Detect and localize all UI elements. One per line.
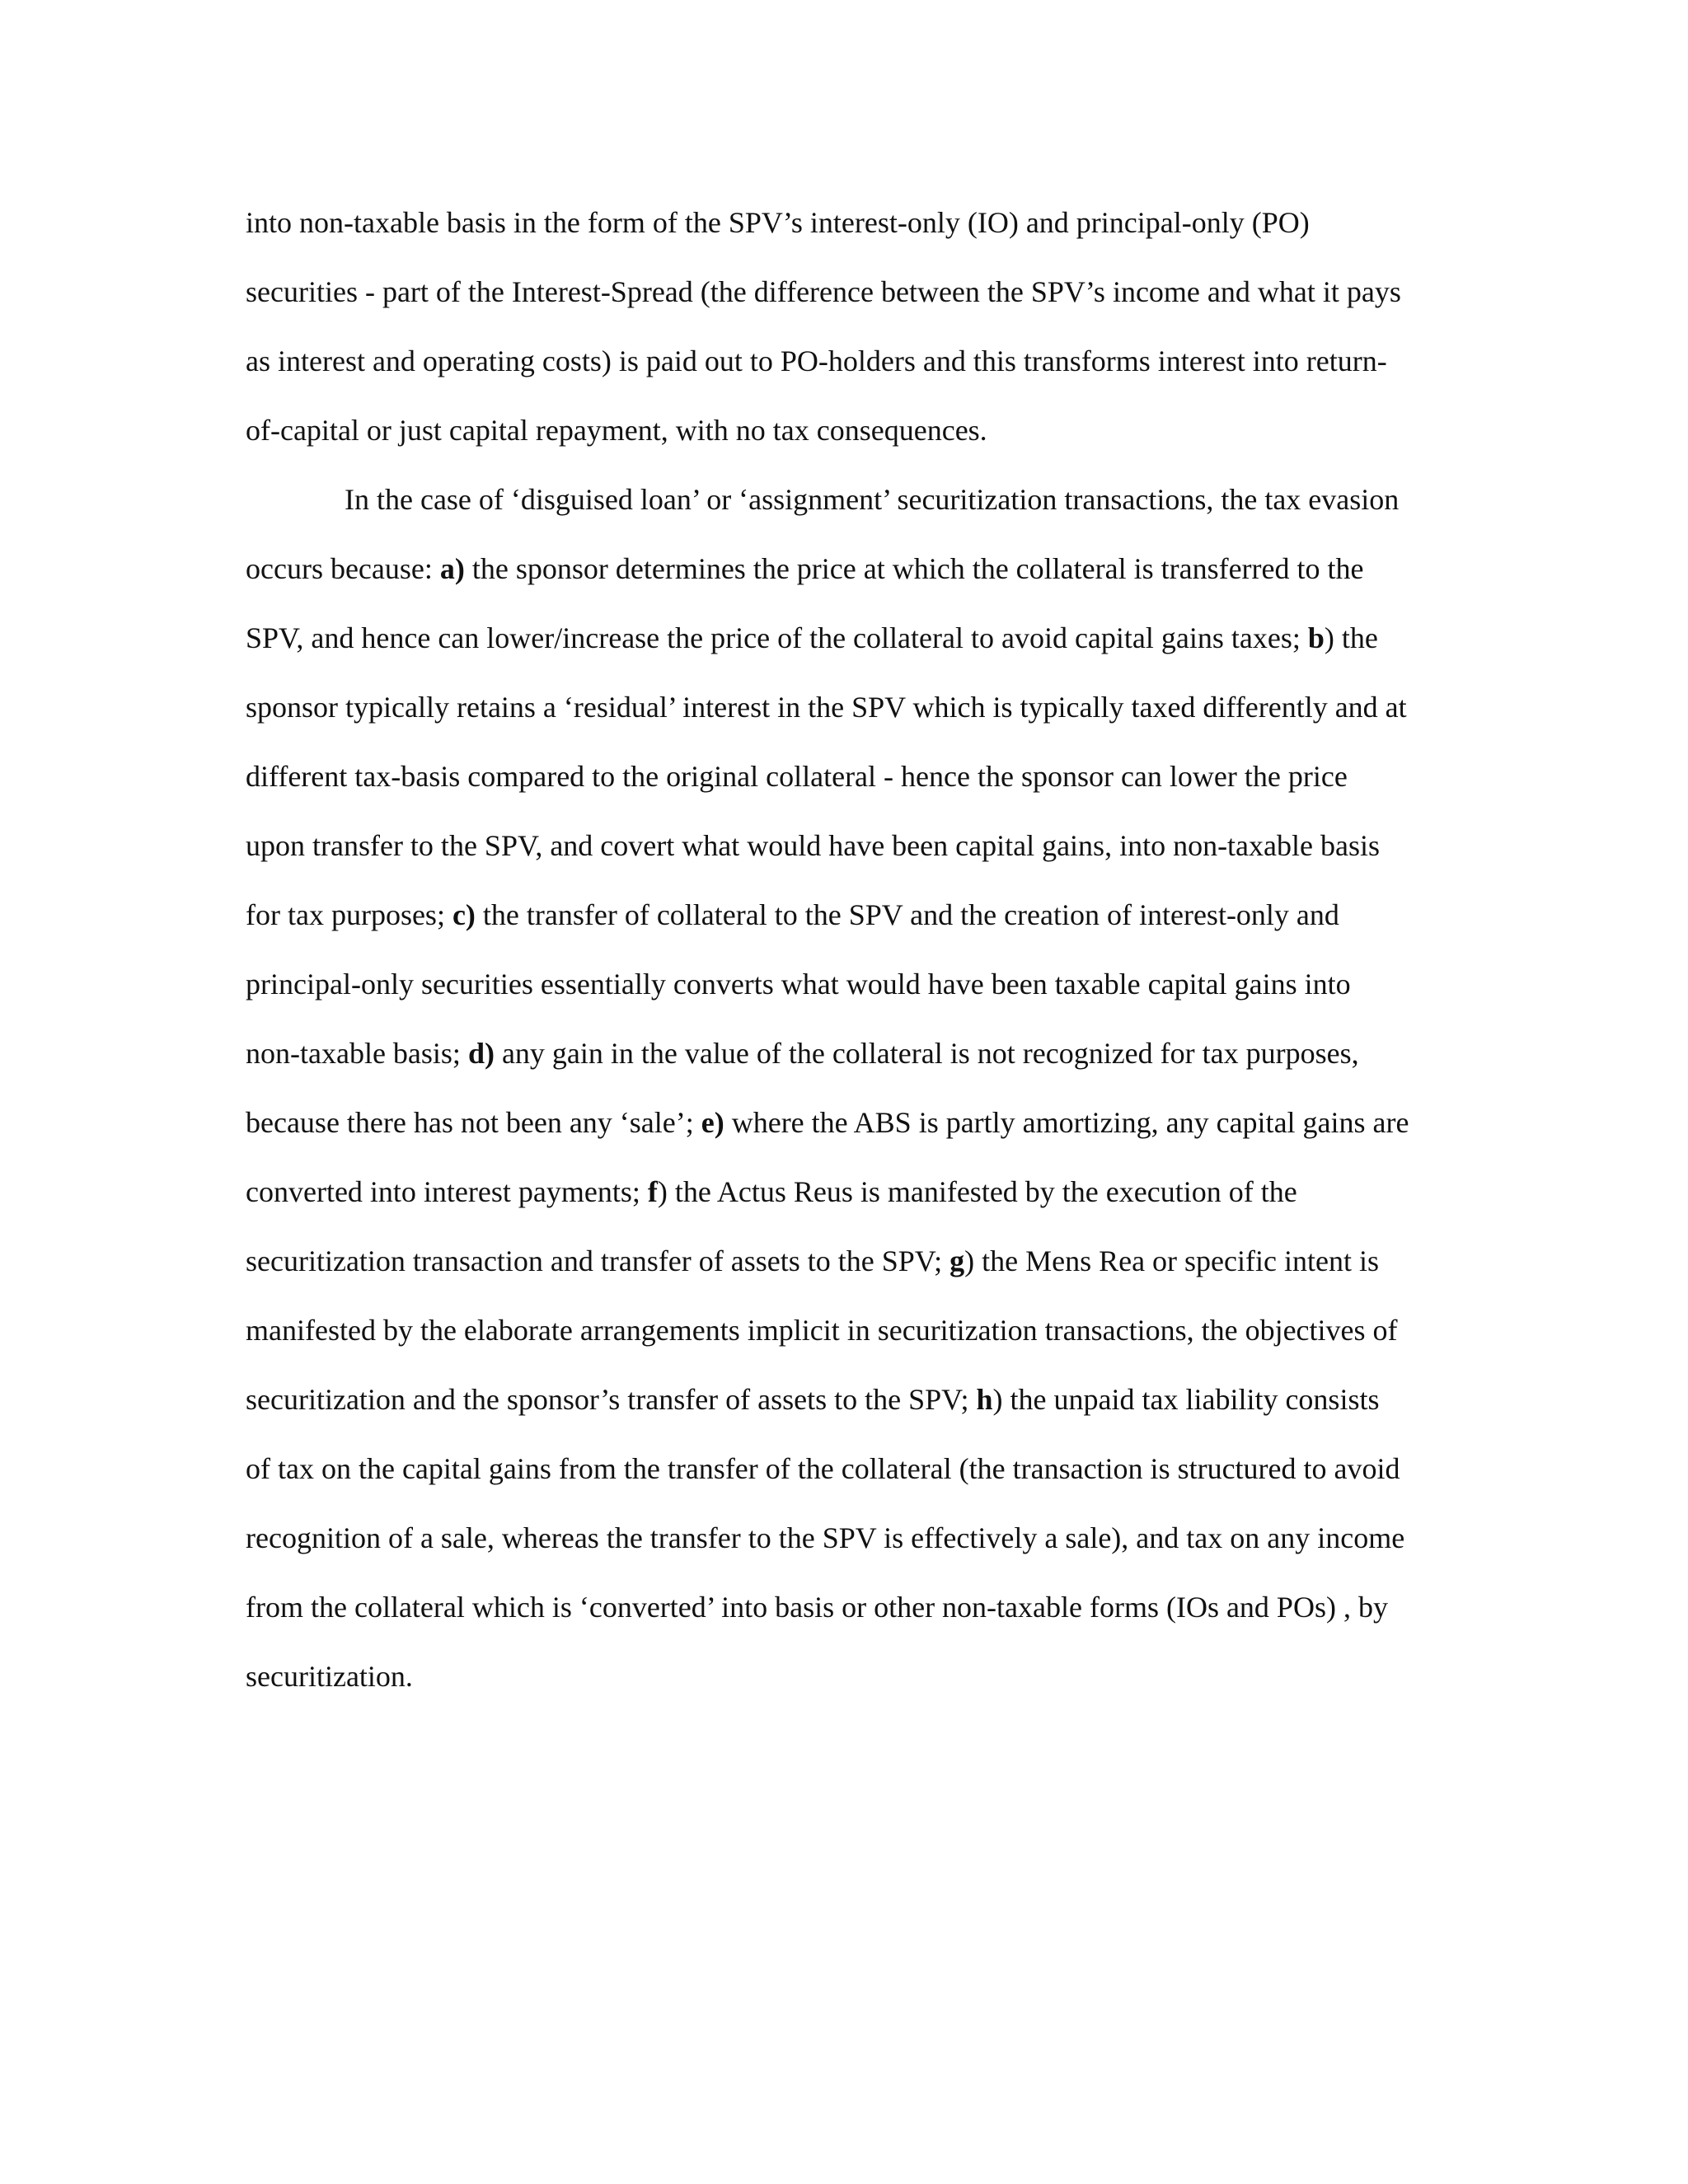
text-line [246,1019,1442,1088]
text-run: from the collateral which is ‘converted’ into basis or other non-taxable forms (IOs and POs) , by [246,1591,1388,1624]
text-run: securities - part of the Interest-Spread (the difference between the SPV’s income and what it pays [246,275,1401,308]
text-run: as interest and operating costs) is paid out to PO-holders and this transforms interest into return- [246,344,1387,377]
list-marker: g [950,1244,965,1277]
text-line [246,1434,1442,1503]
text-line [246,1365,1442,1434]
text-run: for tax purposes; [246,898,452,931]
text-run: upon transfer to the SPV, and covert what would have been capital gains, into non-taxable basis [246,829,1380,862]
text-run: ) the unpaid tax liability consists [992,1383,1380,1416]
text-run: occurs because: [246,552,440,585]
text-run: converted into interest payments; [246,1175,648,1208]
text-line [246,1088,1442,1157]
text-run: into non-taxable basis in the form of the SPV’s interest-only (IO) and principal-only (PO) [246,206,1310,239]
paragraph-1 [246,188,1442,465]
text-run: non-taxable basis; [246,1037,468,1070]
text-line [246,1642,1442,1711]
text-run: SPV, and hence can lower/increase the price of the collateral to avoid capital gains taxes; [246,621,1308,654]
text-run: different tax-basis compared to the original collateral - hence the sponsor can lower the price [246,760,1348,793]
text-line [246,1503,1442,1572]
text-line [246,673,1442,742]
text-run: ) the Mens Rea or specific intent is [964,1244,1379,1277]
text-line [246,603,1442,673]
text-run: securitization. [246,1660,413,1693]
text-line [246,742,1442,811]
text-line [246,396,1442,465]
text-line [246,188,1442,257]
list-marker: d) [467,1037,495,1070]
text-run: the transfer of collateral to the SPV and the creation of interest-only and [475,898,1339,931]
text-line [246,326,1442,396]
text-run: any gain in the value of the collateral is not recognized for tax purposes, [494,1037,1359,1070]
list-marker: b [1307,621,1325,654]
text-run: securitization and the sponsor’s transfer of assets to the SPV; [246,1383,977,1416]
text-run: where the ABS is partly amortizing, any capital gains are [724,1106,1409,1139]
list-marker: e) [701,1106,724,1139]
text-run: In the case of ‘disguised loan’ or ‘assignment’ securitization transactions, the tax evasion [345,483,1400,516]
text-line [246,1296,1442,1365]
text-run: principal-only securities essentially converts what would have been taxable capital gains into [246,968,1351,1001]
text-run: manifested by the elaborate arrangements implicit in securitization transactions, the objectives of [246,1314,1398,1347]
text-line [246,257,1442,326]
text-run: ) the [1324,621,1378,654]
text-line [246,1572,1442,1642]
text-line [246,1226,1442,1296]
list-marker: c) [452,898,476,931]
text-run: sponsor typically retains a ‘residual’ interest in the SPV which is typically taxed differently and at [246,691,1407,724]
text-run: of tax on the capital gains from the transfer of the collateral (the transaction is structured to avoid [246,1452,1400,1485]
text-run: because there has not been any ‘sale’; [246,1106,701,1139]
text-line [246,949,1442,1019]
text-run: the sponsor determines the price at which the collateral is transferred to the [464,552,1364,585]
text-run: ) the Actus Reus is manifested by the execution of the [657,1175,1297,1208]
paragraph-2 [246,465,1442,1711]
text-run: of-capital or just capital repayment, with no tax consequences. [246,414,987,447]
text-line [246,811,1442,880]
text-line [246,465,1442,534]
text-line [246,534,1442,603]
body-text [246,188,1442,1711]
list-marker: a) [439,552,465,585]
text-run: securitization transaction and transfer of assets to the SPV; [246,1244,950,1277]
list-marker: h [976,1383,993,1416]
text-line [246,1157,1442,1226]
list-marker: f [647,1175,658,1208]
text-line [246,880,1442,949]
text-run: recognition of a sale, whereas the transfer to the SPV is effectively a sale), and tax on any income [246,1521,1405,1554]
